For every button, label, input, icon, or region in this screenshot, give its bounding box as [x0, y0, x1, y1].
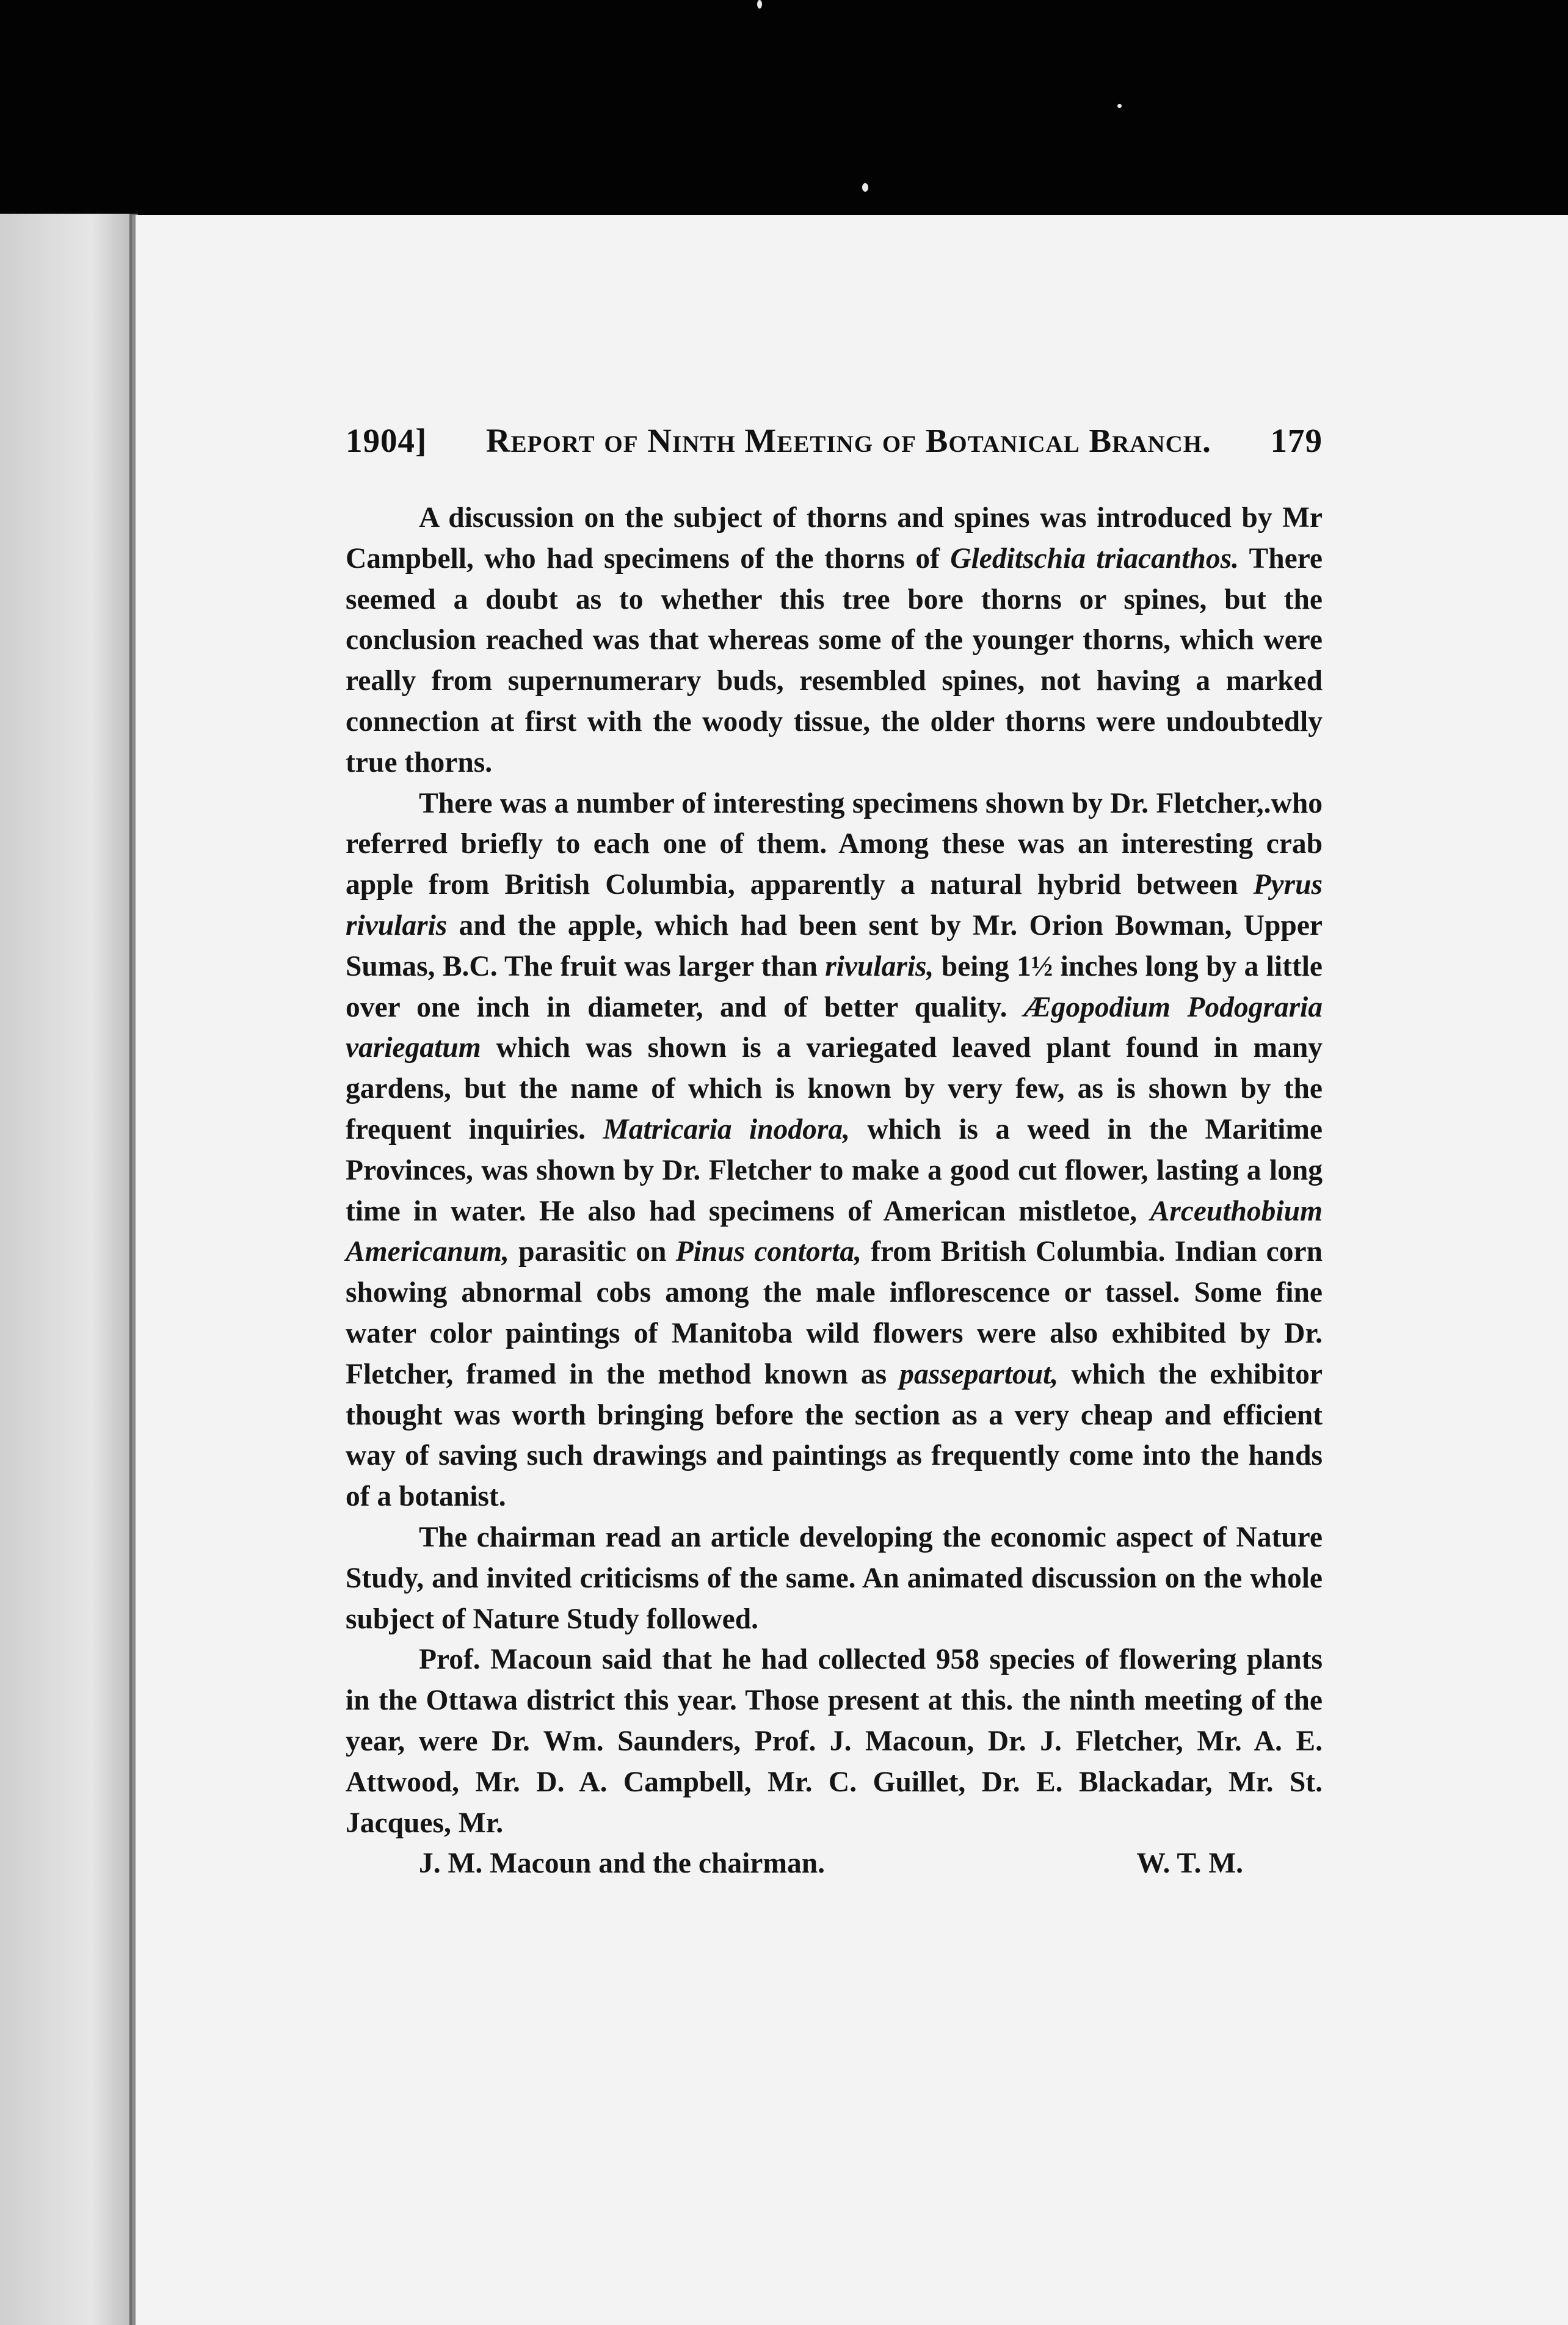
header-year: 1904]	[346, 422, 427, 459]
scan-speck	[862, 183, 868, 192]
article-body	[346, 498, 1323, 1884]
header-title: Report of Ninth Meeting of Botanical Branch.	[485, 422, 1211, 459]
facing-page-edge	[0, 214, 131, 2325]
scanner-background	[0, 0, 1568, 214]
page-number: 179	[1270, 422, 1323, 459]
closing-line	[346, 1843, 1323, 1884]
paragraph-specimens: There was a number of interesting specimens shown by Dr. Fletcher,.who referred briefly to each one of them. Among these was an interesting crab apple from British Columbia, apparently a natural hybrid between Pyrus rivularis and the apple, which had been sent by Mr. Orion Bowman, Upper Sumas, B.C. The fruit was larger than rivularis, being 1½ inches long by a little over one inch in diameter, and of better quality. Ægopodium Podograria variegatum which was shown is a variegated leaved plant found in many gardens, but the name of which is known by very few, as is shown by the frequent inquiries. Matricaria inodora, which is a weed in the Maritime Provinces, was shown by Dr. Fletcher to make a good cut flower, lasting a long time in water. He also had specimens of American mistletoe, Arceuthobium Americanum, parasitic on Pinus contorta, from British Columbia. Indian corn showing abnormal cobs among the male inflorescence or tassel. Some fine water color paintings of Manitoba wild flowers were also exhibited by Dr. Fletcher, framed in the method known as passepartout, which the exhibitor thought was worth bringing before the section as a very cheap and efficient way of saving such drawings and paintings as frequently come into the hands of a botanist.	[346, 787, 1323, 1513]
scan-speck	[1117, 104, 1122, 108]
scan-speck	[757, 0, 762, 9]
paragraph-thorns: A discussion on the subject of thorns and spines was introduced by Mr Campbell, who had specimens of the thorns of Gleditschia triacanthos. There seemed a doubt as to whether this tree bore thorns or spines, but the conclusion reached was that whereas some of the younger thorns, which were really from supernumerary buds, resembled spines, not having a marked connection at first with the woody tissue, the older thorns were undoubtedly true thorns.	[346, 502, 1323, 778]
paragraph-attendance: Prof. Macoun said that he had collected 958 species of flowering plants in the Ottawa district this year. Those present at this. the ninth meeting of the year, were Dr. Wm. Saunders, Prof. J. Macoun, Dr. J. Fletcher, Mr. A. E. Attwood, Mr. D. A. Campbell, Mr. C. Guillet, Dr. E. Blackadar, Mr. St. Jacques, Mr.	[346, 1644, 1323, 1839]
signature-initials: W. T. M.	[1136, 1848, 1243, 1880]
closing-text: J. M. Macoun and the chairman.	[419, 1848, 825, 1880]
running-head	[346, 421, 1323, 460]
paragraph-nature-study: The chairman read an article developing the economic aspect of Nature Study, and invited criticisms of the same. An animated discussion on the whole subject of Nature Study followed.	[346, 1521, 1323, 1635]
